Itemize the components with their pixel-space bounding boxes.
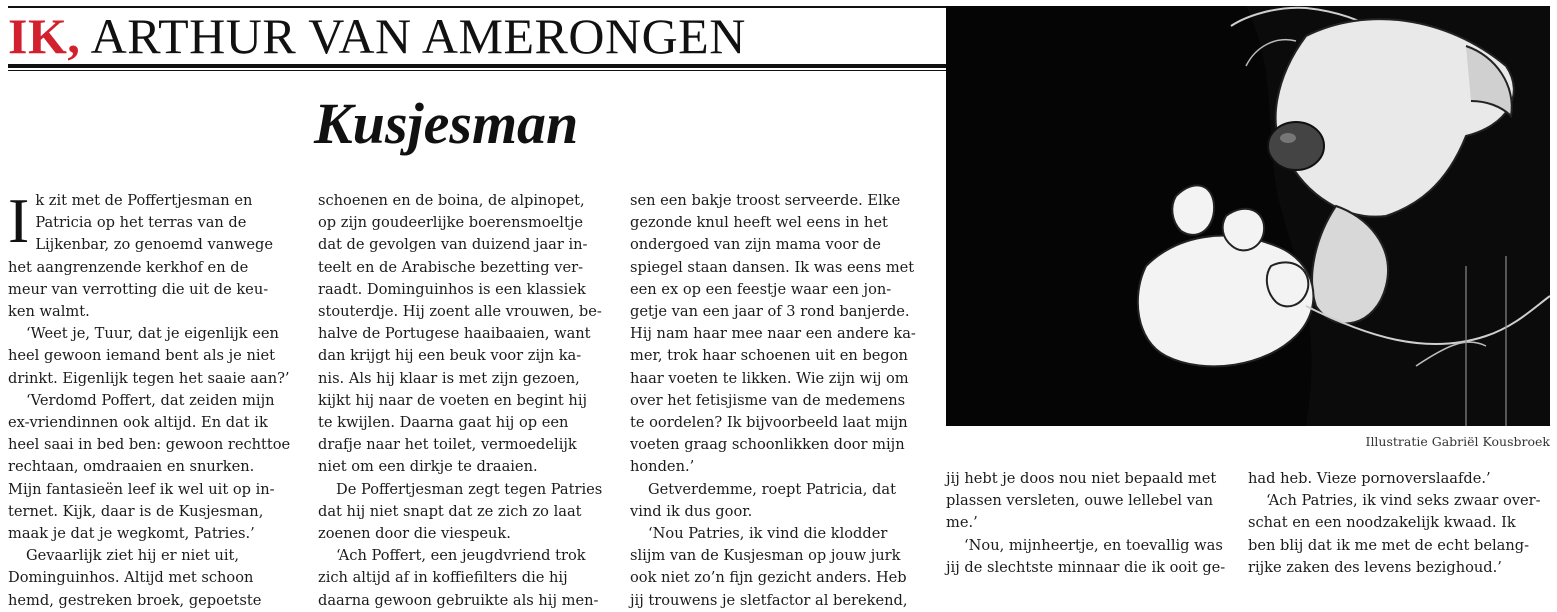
text-column-2	[318, 190, 618, 612]
text-line: dan krijgt hij een beuk voor zijn ka-	[318, 347, 582, 365]
text-line: schoenen en de boina, de alpinopet,	[318, 192, 585, 209]
text-line: zoenen door die viespeuk.	[318, 525, 511, 543]
text-line: daarna gewoon gebruikte als hij men-	[318, 591, 599, 609]
text-line: ‘Ach Poffert, een jeugdvriend trok	[336, 547, 586, 565]
text-line: op zijn goudeerlijke boerensmoeltje	[318, 214, 584, 232]
text-line: ken walmt.	[8, 303, 90, 321]
illustration-drawing	[946, 6, 1550, 426]
text-line: zich altijd af in koffiefilters die hij	[318, 569, 568, 587]
text-line: vind ik dus goor.	[630, 502, 753, 520]
text-line: nis. Als hij klaar is met zijn gezoen,	[318, 369, 580, 387]
text-line: heel saai in bed ben: gewoon rechttoe	[8, 436, 291, 454]
author-name: ARTHUR VAN AMERONGEN	[90, 8, 746, 64]
column-kicker	[8, 8, 746, 64]
text-line: Dominguinhos. Altijd met schoon	[8, 569, 254, 587]
text-line: ‘Weet je, Tuur, dat je eigenlijk een	[26, 325, 279, 343]
text-line: dat hij niet snapt dat ze zich zo laat	[318, 502, 582, 520]
text-line: honden.’	[630, 458, 695, 476]
text-line: te kwijlen. Daarna gaat hij op een	[318, 414, 569, 432]
text-line: Hij nam haar mee naar een andere ka-	[630, 325, 916, 343]
text-line: ternet. Kijk, daar is de Kusjesman,	[8, 502, 264, 520]
illustration	[946, 6, 1550, 426]
text-line: ook niet zo’n fijn gezicht anders. Heb	[630, 569, 907, 587]
text-line: Patricia op het terras van de	[35, 214, 247, 232]
text-line: Lijkenbar, zo genoemd vanwege	[35, 236, 273, 254]
text-line: te oordelen? Ik bijvoorbeeld laat mijn	[630, 414, 908, 432]
text-column-4	[946, 468, 1236, 579]
text-line: ‘Ach Patries, ik vind seks zwaar over-	[1266, 492, 1541, 510]
text-line: over het fetisjisme van de medemens	[630, 391, 906, 409]
text-line: maak je dat je wegkomt, Patries.’	[8, 525, 255, 543]
text-line: het aangrenzende kerkhof en de	[8, 258, 249, 276]
text-line: gezonde knul heeft wel eens in het	[630, 214, 888, 232]
text-line: mer, trok haar schoenen uit en begon	[630, 347, 908, 365]
text-line: een ex op een feestje waar een jon-	[630, 280, 892, 298]
text-line: getje van een jaar of 3 rond banjerde.	[630, 303, 910, 321]
text-line: slijm van de Kusjesman op jouw jurk	[630, 547, 901, 565]
text-line: stouterdje. Hij zoent alle vrouwen, be-	[318, 303, 602, 321]
kicker-ik: IK,	[8, 8, 81, 64]
text-line: had heb. Vieze pornoverslaafde.’	[1248, 470, 1491, 487]
text-line: schat en een noodzakelijk kwaad. Ik	[1248, 514, 1516, 532]
text-line: ex-vriendinnen ook altijd. En dat ik	[8, 414, 268, 432]
drop-cap: I	[8, 185, 30, 256]
text-line: rijke zaken des levens bezighoud.’	[1248, 558, 1502, 576]
text-line: De Poffertjesman zegt tegen Patries	[336, 480, 603, 498]
text-line: ‘Verdomd Poffert, dat zeiden mijn	[26, 391, 275, 409]
text-line: ‘Nou Patries, ik vind die klodder	[648, 525, 888, 543]
text-line: drafje naar het toilet, vermoedelijk	[318, 436, 577, 454]
text-line: heel gewoon iemand bent als je niet	[8, 347, 276, 365]
illustration-credit: Illustratie Gabriël Kousbroek	[1365, 434, 1550, 449]
text-line: kijkt hij naar de voeten en begint hij	[318, 391, 588, 409]
text-line: rechtaan, omdraaien en snurken.	[8, 458, 255, 476]
text-line: niet om een dirkje te draaien.	[318, 458, 538, 476]
text-line: dat de gevolgen van duizend jaar in-	[318, 236, 588, 254]
text-line: meur van verrotting die uit de keu-	[8, 280, 269, 298]
text-column-1	[8, 185, 308, 612]
text-line: haar voeten te likken. Wie zijn wij om	[630, 369, 909, 387]
text-line: teelt en de Arabische bezetting ver-	[318, 258, 584, 276]
text-line: jij de slechtste minnaar die ik ooit ge-	[946, 558, 1226, 576]
text-line: k zit met de Poffertjesman en	[35, 192, 253, 209]
article-headline: Kusjesman	[314, 91, 579, 156]
text-line: spiegel staan dansen. Ik was eens met	[630, 258, 915, 276]
text-line: raadt. Dominguinhos is een klassiek	[318, 280, 586, 298]
text-line: drinkt. Eigenlijk tegen het saaie aan?’	[8, 369, 290, 387]
column-header	[8, 6, 946, 68]
text-line: ben blij dat ik me met de echt belang-	[1248, 536, 1529, 554]
text-line: ‘Nou, mijnheertje, en toevallig was	[964, 536, 1223, 554]
text-line: me.’	[946, 514, 978, 532]
text-line: Getverdemme, roept Patricia, dat	[648, 480, 896, 498]
text-line: sen een bakje troost serveerde. Elke	[630, 192, 901, 209]
text-line: voeten graag schoonlikken door mijn	[630, 436, 905, 454]
header-rule-bottom	[8, 64, 946, 68]
text-line: halve de Portugese haaibaaien, want	[318, 325, 591, 343]
header-rule-bottom-thin	[8, 70, 946, 71]
text-column-5	[1248, 468, 1548, 579]
text-line: hemd, gestreken broek, gepoetste	[8, 591, 262, 609]
text-line: plassen versleten, ouwe lellebel van	[946, 492, 1214, 510]
text-line: ondergoed van zijn mama voor de	[630, 236, 881, 254]
text-line: jij hebt je doos nou niet bepaald met	[946, 470, 1217, 487]
text-column-3	[630, 190, 930, 612]
text-line: Gevaarlijk ziet hij er niet uit,	[26, 547, 240, 565]
text-line: Mijn fantasieën leef ik wel uit op in-	[8, 480, 275, 498]
text-line: jij trouwens je sletfactor al berekend,	[630, 591, 908, 609]
